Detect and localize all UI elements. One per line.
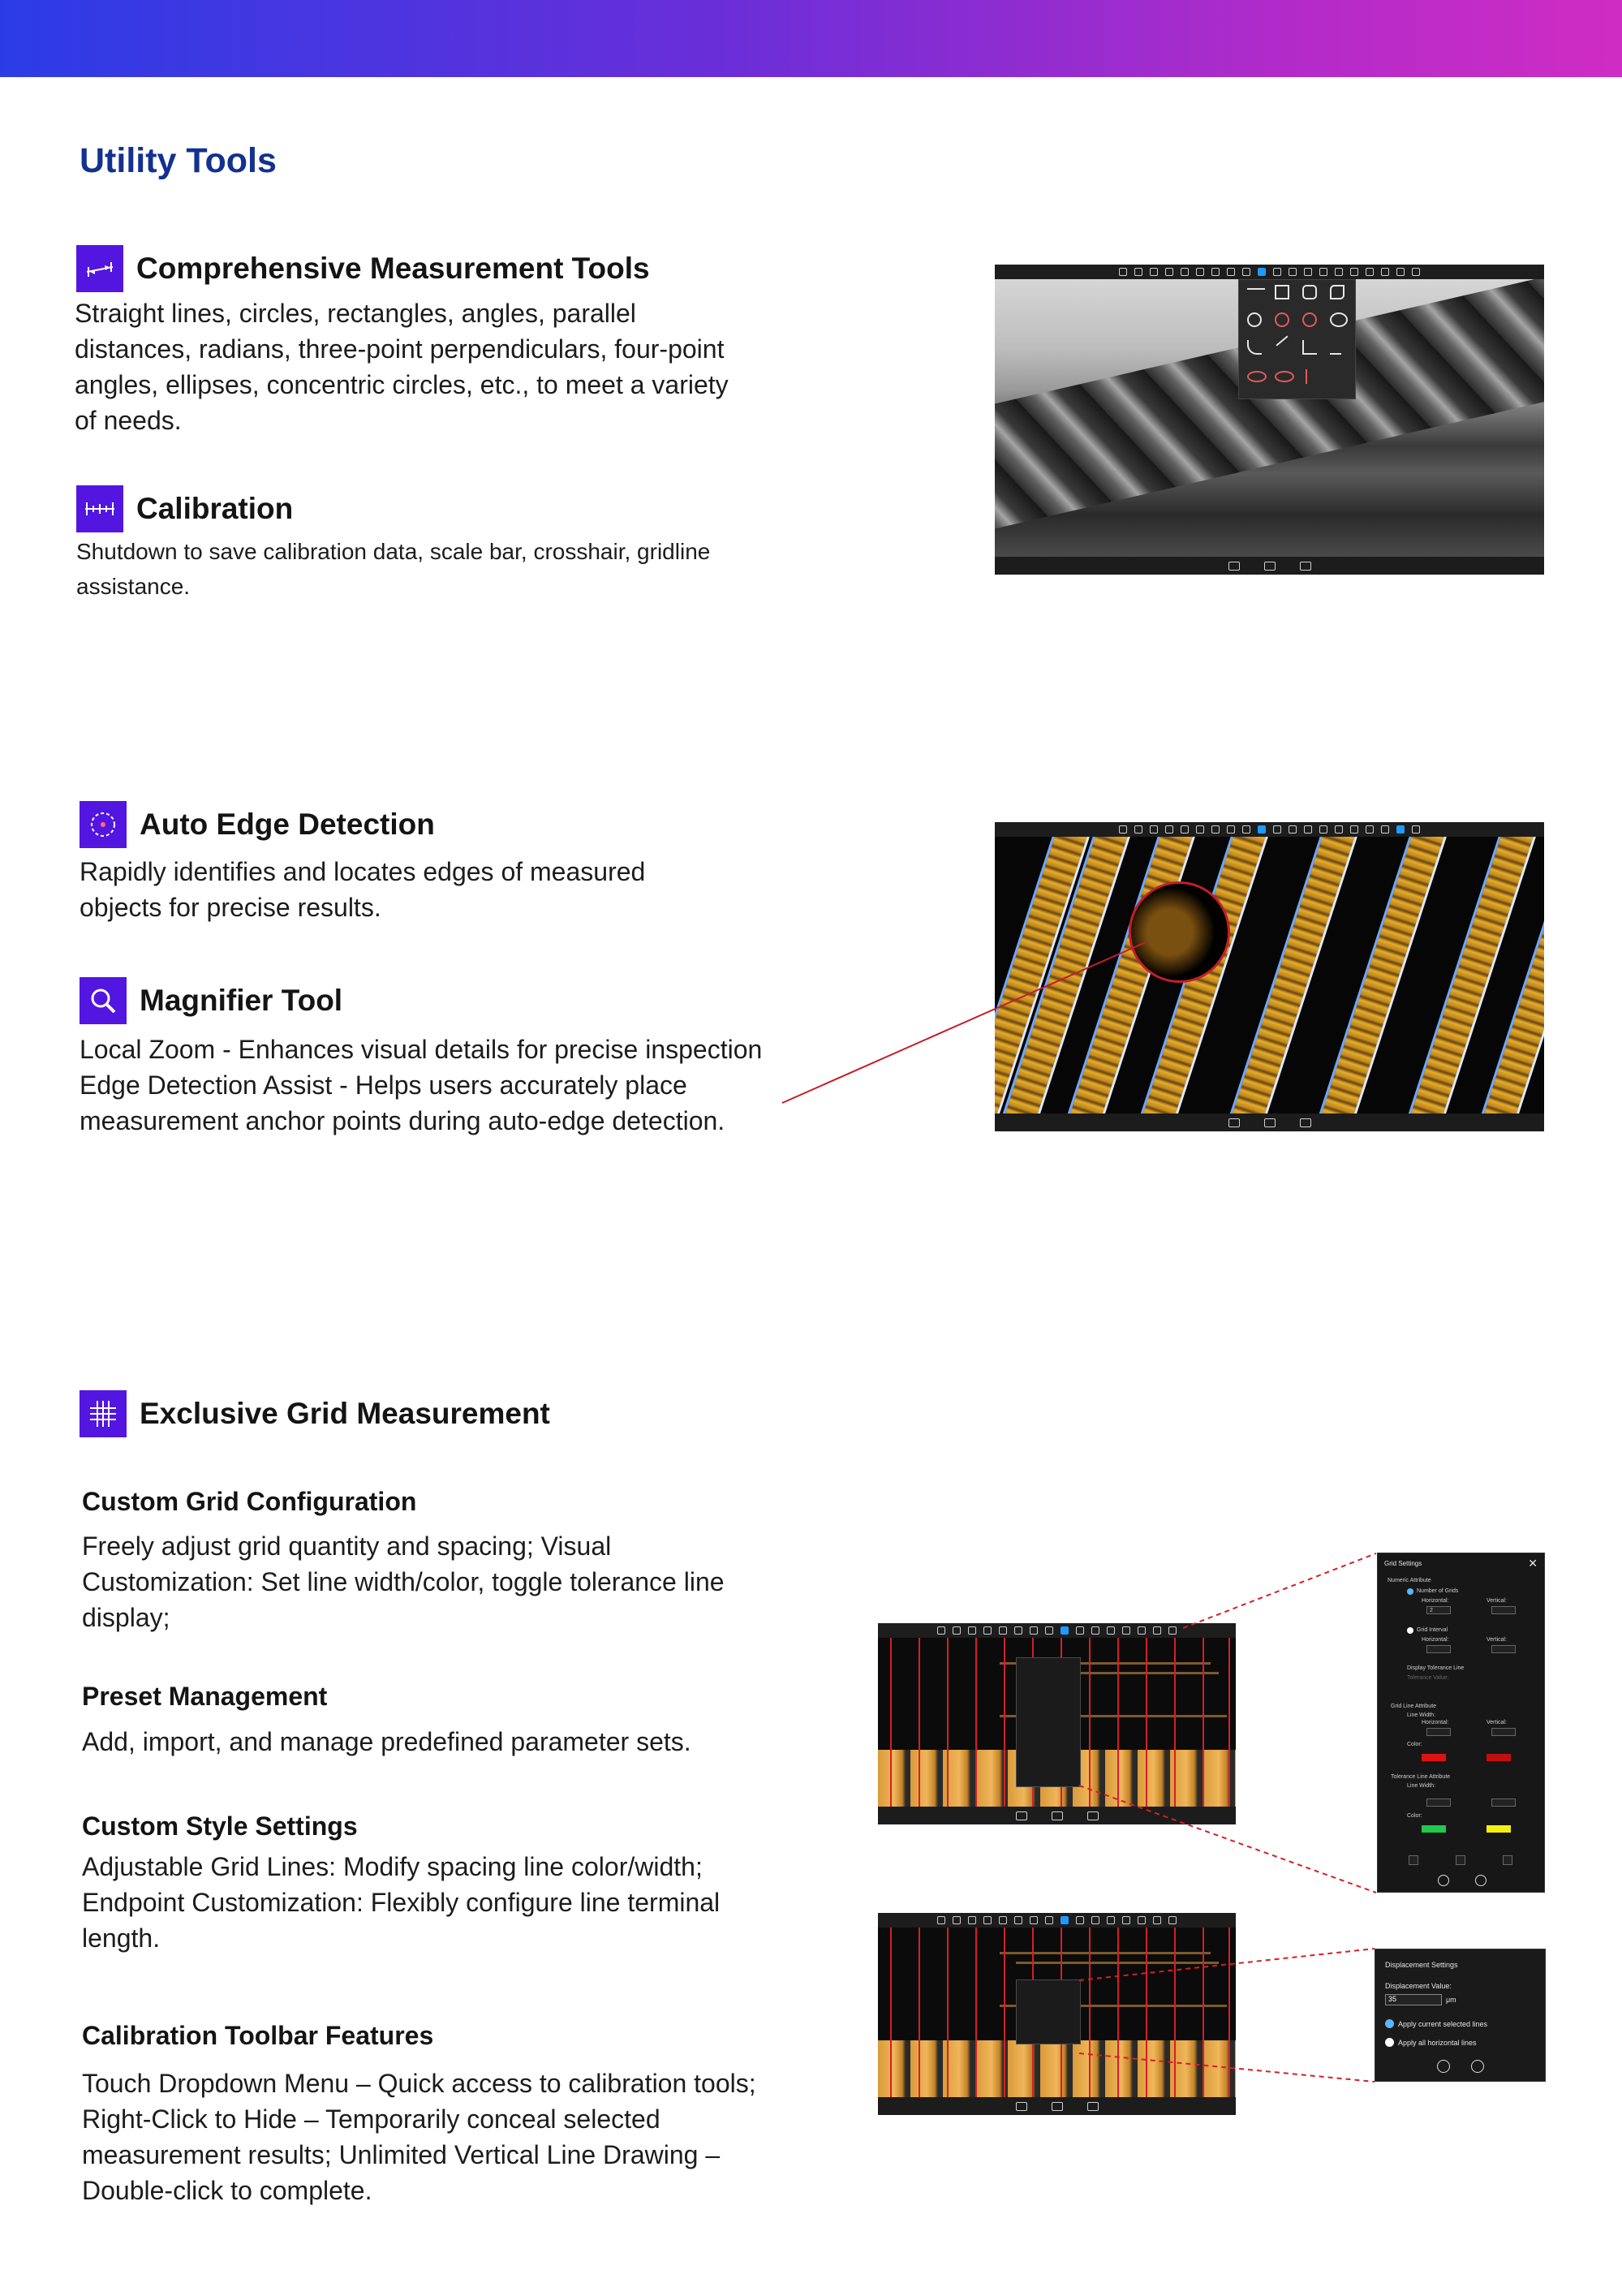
label: Vertical: [1486, 1598, 1507, 1604]
desc-line: Right-Click to Hide – Temporarily conceal selected [82, 2104, 660, 2134]
panel-title: Grid Settings [1384, 1560, 1422, 1567]
label: Grid Line Attribute [1391, 1704, 1437, 1709]
desc-line: angles, ellipses, concentric circles, etc., to meet a variety [75, 370, 729, 399]
measurement-description [75, 295, 789, 438]
checkbox-label[interactable]: Display Tolerance Line [1407, 1665, 1465, 1671]
label: Horizontal: [1422, 1637, 1449, 1643]
label: Tolerance Line Attribute [1391, 1774, 1451, 1780]
grid-title: Exclusive Grid Measurement [140, 1397, 550, 1430]
desc-line: length. [82, 1923, 161, 1953]
section-title: Custom Grid Configuration [82, 1487, 417, 1516]
label: Line Width: [1407, 1783, 1436, 1789]
section-description [82, 2066, 796, 2208]
page-title: Utility Tools [80, 141, 277, 180]
grid-count-horizontal[interactable] [1426, 1606, 1451, 1614]
value-label: Displacement Value: [1385, 1982, 1452, 1990]
import-preset-icon[interactable] [1456, 1855, 1465, 1865]
displacement-screenshot [878, 1913, 1236, 2115]
label: Vertical: [1486, 1637, 1507, 1643]
desc-line: Straight lines, circles, rectangles, angles, parallel [75, 299, 636, 328]
measure-ruler-icon [76, 245, 123, 292]
desc-line: of needs. [75, 406, 182, 435]
magnifier-title: Magnifier Tool [140, 984, 343, 1017]
unit-label: μm [1446, 1996, 1456, 2004]
tol-line-width-v[interactable] [1491, 1798, 1516, 1807]
section-description [82, 1724, 796, 1760]
desc-line: Touch Dropdown Menu – Quick access to calibration tools; [82, 2069, 756, 2098]
bottom-bar [995, 557, 1544, 575]
add-preset-icon[interactable] [1409, 1855, 1418, 1865]
label: Grid Interval [1417, 1627, 1448, 1633]
radio-all-lines[interactable] [1385, 2038, 1394, 2047]
edge-detection-screenshot [995, 822, 1544, 1131]
desc-line: Shutdown to save calibration data, scale bar, crosshair, gridline [76, 539, 711, 564]
toolbar [995, 265, 1544, 279]
desc-line: distances, radians, three-point perpendiculars, four-point [75, 334, 725, 364]
desc-line: display; [82, 1603, 170, 1632]
toolbar [878, 1623, 1236, 1638]
option-label: Apply all horizontal lines [1398, 2039, 1477, 2047]
grid-heading [80, 1390, 550, 1437]
desc-line: Rapidly identifies and locates edges of measured [80, 857, 646, 886]
cancel-button[interactable] [1471, 2060, 1484, 2073]
label: Line Width: [1407, 1712, 1436, 1718]
desc-line: Edge Detection Assist - Helps users accurately place [80, 1070, 687, 1100]
record-icon [1264, 562, 1276, 571]
label: Tolerance Value: [1407, 1675, 1449, 1681]
grid-count-vertical[interactable] [1491, 1606, 1516, 1614]
radio-number-of-grids[interactable] [1407, 1588, 1413, 1595]
grid-screenshot [878, 1623, 1236, 1824]
panel-title: Displacement Settings [1385, 1961, 1458, 1969]
grid-callout-line [1183, 1553, 1376, 1628]
folder-icon [1300, 562, 1311, 571]
desc-line: objects for precise results. [80, 893, 381, 922]
section-description [82, 1849, 796, 1956]
displacement-input[interactable]: 35 [1385, 1994, 1442, 2005]
grid-color-vertical[interactable] [1486, 1754, 1511, 1761]
calibration-title: Calibration [136, 492, 294, 525]
section-title: Preset Management [82, 1682, 328, 1711]
toolbar [878, 1913, 1236, 1928]
bottom-bar [878, 2097, 1236, 2115]
edge-detection-icon [80, 801, 127, 848]
desc-line: measurement anchor points during auto-edge detection. [80, 1106, 725, 1135]
camera-icon [1228, 1118, 1240, 1127]
section-description [82, 1528, 796, 1635]
grid-line-width-v[interactable] [1491, 1728, 1516, 1736]
magnifier-description [80, 1032, 794, 1139]
desc-line: Customization: Set line width/color, toggle tolerance line [82, 1567, 725, 1596]
label: Horizontal: [1422, 1720, 1449, 1725]
desc-line: Add, import, and manage predefined parameter sets. [82, 1727, 691, 1756]
tol-color-vertical[interactable] [1486, 1825, 1511, 1833]
desc-line: assistance. [76, 574, 191, 599]
grid-icon [80, 1390, 127, 1437]
close-icon[interactable]: ✕ [1528, 1557, 1538, 1570]
edge-description [80, 854, 794, 925]
interval-vertical[interactable] [1491, 1645, 1516, 1653]
label: Color: [1407, 1813, 1422, 1819]
calibration-description [76, 534, 790, 604]
label: Horizontal: [1422, 1598, 1449, 1604]
calibration-scale-icon [76, 485, 123, 532]
label: Number of Grids [1417, 1588, 1459, 1594]
folder-icon [1300, 1118, 1311, 1127]
label: Color: [1407, 1742, 1422, 1747]
label: Vertical: [1486, 1720, 1507, 1725]
confirm-button[interactable] [1438, 1875, 1449, 1886]
displacement-mini [1016, 1979, 1081, 2044]
magnifier-lens [1129, 881, 1230, 983]
magnifier-icon [80, 977, 127, 1024]
grid-settings-panel [1377, 1553, 1545, 1893]
toolbar [995, 822, 1544, 837]
interval-horizontal[interactable] [1426, 1645, 1451, 1653]
confirm-button[interactable] [1437, 2060, 1450, 2073]
tol-color-horizontal[interactable] [1422, 1825, 1446, 1833]
camera-icon [1228, 562, 1240, 571]
grid-settings-mini [1016, 1657, 1081, 1787]
tol-line-width-h[interactable] [1426, 1798, 1451, 1807]
record-icon [1264, 1118, 1276, 1127]
section-title: Calibration Toolbar Features [82, 2021, 434, 2050]
grid-color-horizontal[interactable] [1422, 1754, 1446, 1761]
displacement-settings-panel [1375, 1949, 1546, 2082]
desc-line: Double-click to complete. [82, 2176, 372, 2205]
radio-grid-interval[interactable] [1407, 1627, 1413, 1634]
cancel-button[interactable] [1475, 1875, 1486, 1886]
desc-line: Local Zoom - Enhances visual details for precise inspection [80, 1035, 763, 1064]
measurement-title: Comprehensive Measurement Tools [136, 252, 650, 285]
desc-line: Endpoint Customization: Flexibly configure line terminal [82, 1888, 721, 1917]
measurement-screenshot [995, 265, 1544, 575]
section-title: Custom Style Settings [82, 1811, 358, 1841]
label: Numeric Attribute [1388, 1578, 1431, 1583]
option-label: Apply current selected lines [1398, 2020, 1488, 2028]
measurement-tool-menu [1238, 279, 1356, 399]
pcb-traces-image [995, 837, 1544, 1114]
edge-title: Auto Edge Detection [140, 808, 435, 841]
desc-line: Freely adjust grid quantity and spacing; Visual [82, 1531, 612, 1561]
measurement-heading [76, 245, 650, 292]
pcb-pads [878, 2040, 1236, 2097]
manage-preset-icon[interactable] [1503, 1855, 1512, 1865]
top-banner [0, 0, 1622, 77]
edge-heading [80, 801, 435, 848]
magnifier-heading [80, 977, 342, 1024]
radio-current-lines[interactable] [1385, 2019, 1394, 2028]
calibration-heading [76, 485, 293, 532]
desc-line: measurement results; Unlimited Vertical Line Drawing – [82, 2140, 721, 2169]
bottom-bar [995, 1114, 1544, 1131]
desc-line: Adjustable Grid Lines: Modify spacing line color/width; [82, 1852, 703, 1881]
grid-line-width-h[interactable] [1426, 1728, 1451, 1736]
value: 2 [1430, 1608, 1433, 1613]
bottom-bar [878, 1807, 1236, 1824]
